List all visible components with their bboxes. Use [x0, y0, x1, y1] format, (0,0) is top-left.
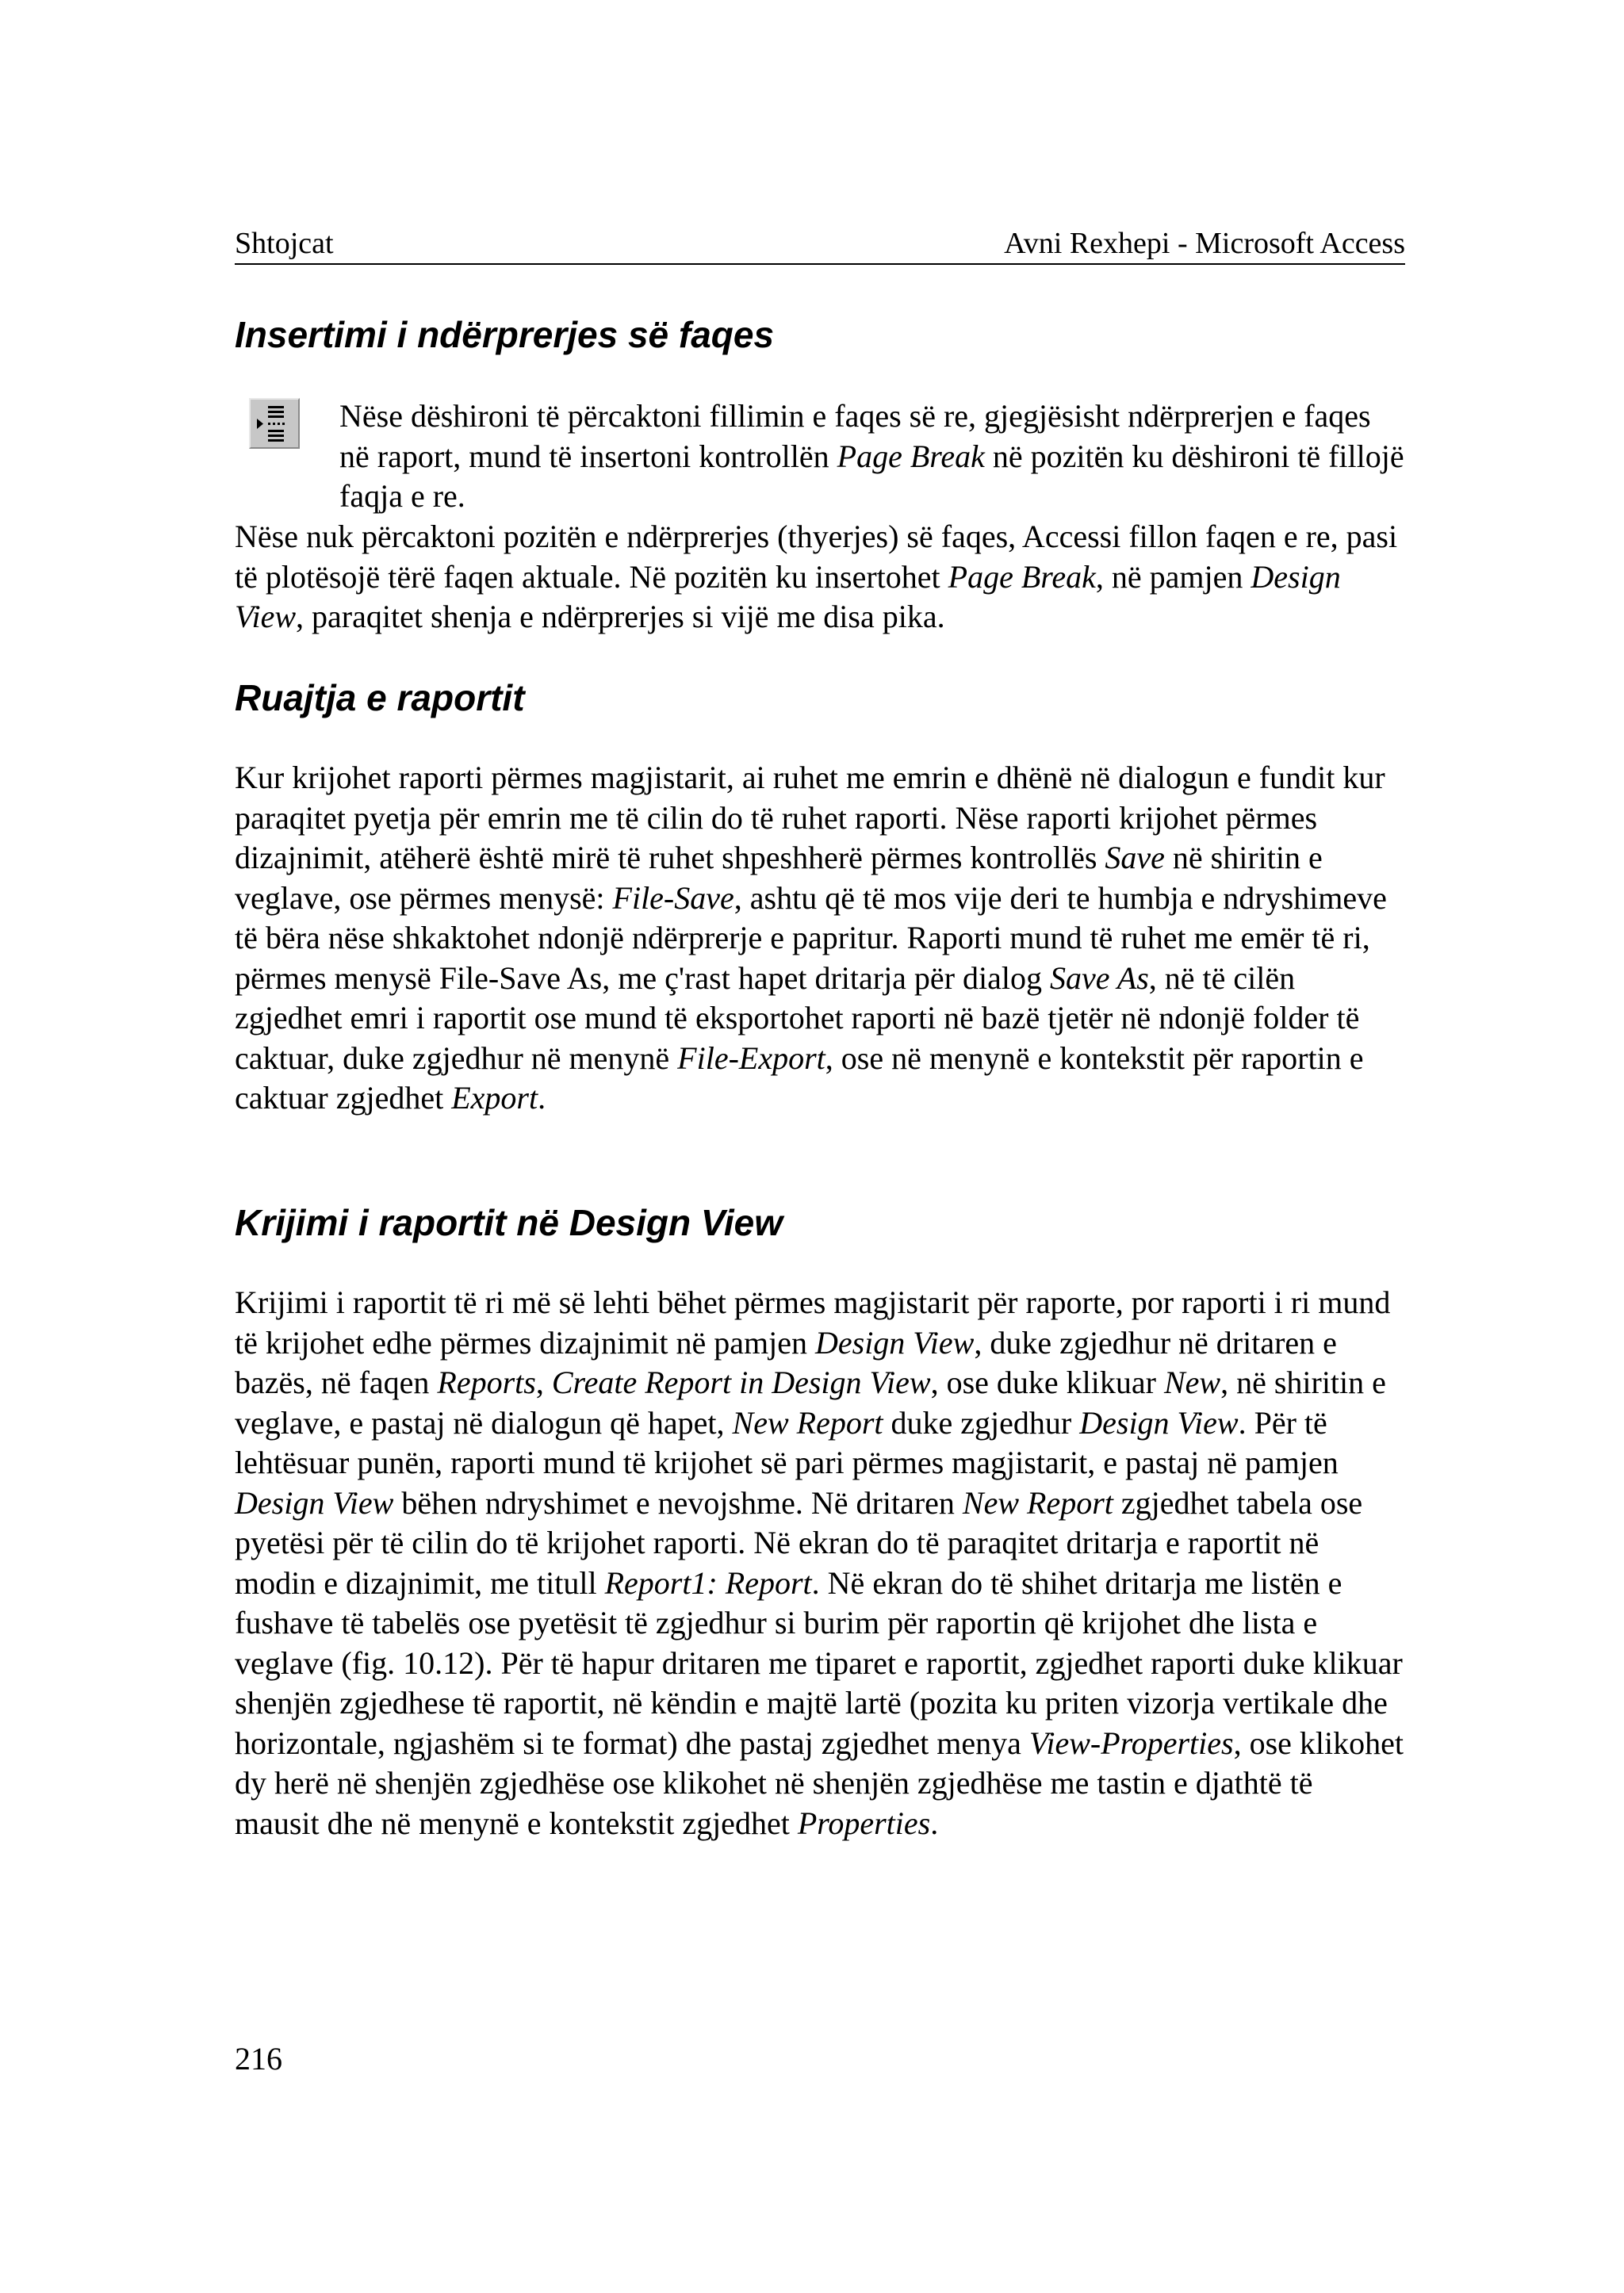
page-break-icon — [249, 398, 300, 449]
document-page — [235, 0, 1405, 2293]
paragraph-page-break-details: Nëse nuk përcaktoni pozitën e ndërprerjes (thyerjes) së faqes, Accessi fillon faqen e re, pasi të plotësojë tërë faqen aktuale. Në pozitën ku insertohet Page Break, në pamjen Design View, paraqitet shenja e ndërprerjes si vijë me disa pika. — [235, 519, 1398, 634]
header-author-title: Avni Rexhepi - Microsoft Access — [1004, 227, 1405, 260]
page-number: 216 — [235, 2041, 282, 2077]
section-title-page-break: Insertimi i ndërprerjes së faqes — [235, 314, 775, 355]
section-title-saving-report: Ruajtja e raportit — [235, 677, 525, 718]
paragraph-page-break-intro: Nëse dëshironi të përcaktoni fillimin e faqes së re, gjegjësisht ndërprerjen e faqes në raport, mund të insertoni kontrollën Page Break në pozitën ku dëshironi të fillojë faqja e re. — [339, 398, 1404, 514]
header-section-name: Shtojcat — [235, 227, 334, 260]
paragraph-saving-report: Kur krijohet raporti përmes magjistarit, ai ruhet me emrin e dhënë në dialogun e fundit kur paraqitet pyetja për emrin me të cilin do të ruhet raporti. Nëse raporti krijohet përmes dizajnimit, atëherë është mirë të ruhet shpeshherë përmes kontrollës Save në shiritin e veglave, ose përmes menysë: File-Save, ashtu që të mos vije deri te humbja e ndryshimeve të bëra nëse shkaktohet ndonjë ndërprerje e papritur. Raporti mund të ruhet me emër të ri, përmes menysë File-Save As, me ç'rast hapet dritarja për dialog Save As, në të cilën zgjedhet emri i raportit ose mund të eksportohet raporti në bazë tjetër në ndonjë folder të caktuar, duke zgjedhur në menynë File-Export, ose në menynë e kontekstit për raportin e caktuar zgjedhet Export. — [235, 760, 1387, 1116]
running-header — [235, 224, 1405, 265]
section-title-design-view: Krijimi i raportit në Design View — [235, 1202, 783, 1243]
paragraph-design-view: Krijimi i raportit të ri më së lehti bëhet përmes magjistarit për raporte, por raporti i ri mund të krijohet edhe përmes dizajnimit në pamjen Design View, duke zgjedhur në dritaren e bazës, në faqen Reports, Create Report in Design View, ose duke klikuar New, në shiritin e veglave, e pastaj në dialogun që hapet, New Report duke zgjedhur Design View. Për të lehtësuar punën, raporti mund të krijohet së pari përmes magjistarit, e pastaj në pamjen Design View bëhen ndryshimet e nevojshme. Në dritaren New Report zgjedhet tabela ose pyetësi për të cilin do të krijohet raporti. Në ekran do të paraqitet dritarja e raportit në modin e dizajnimit, me titull Report1: Report. Në ekran do të shihet dritarja me listën e fushave të tabelës ose pyetësit të zgjedhur si burim për raportin që krijohet dhe lista e veglave (fig. 10.12). Për të hapur dritaren me tiparet e raportit, zgjedhet raporti duke klikuar shenjën zgjedhese të raportit, në këndin e majtë lartë (pozita ku priten vizorja vertikale dhe horizontale, ngjashëm si te format) dhe pastaj zgjedhet menya View-Properties, ose klikohet dy herë në shenjën zgjedhëse ose klikohet në shenjën zgjedhëse me tastin e djathtë të mausit dhe në menynë e kontekstit zgjedhet Properties. — [235, 1284, 1404, 1841]
